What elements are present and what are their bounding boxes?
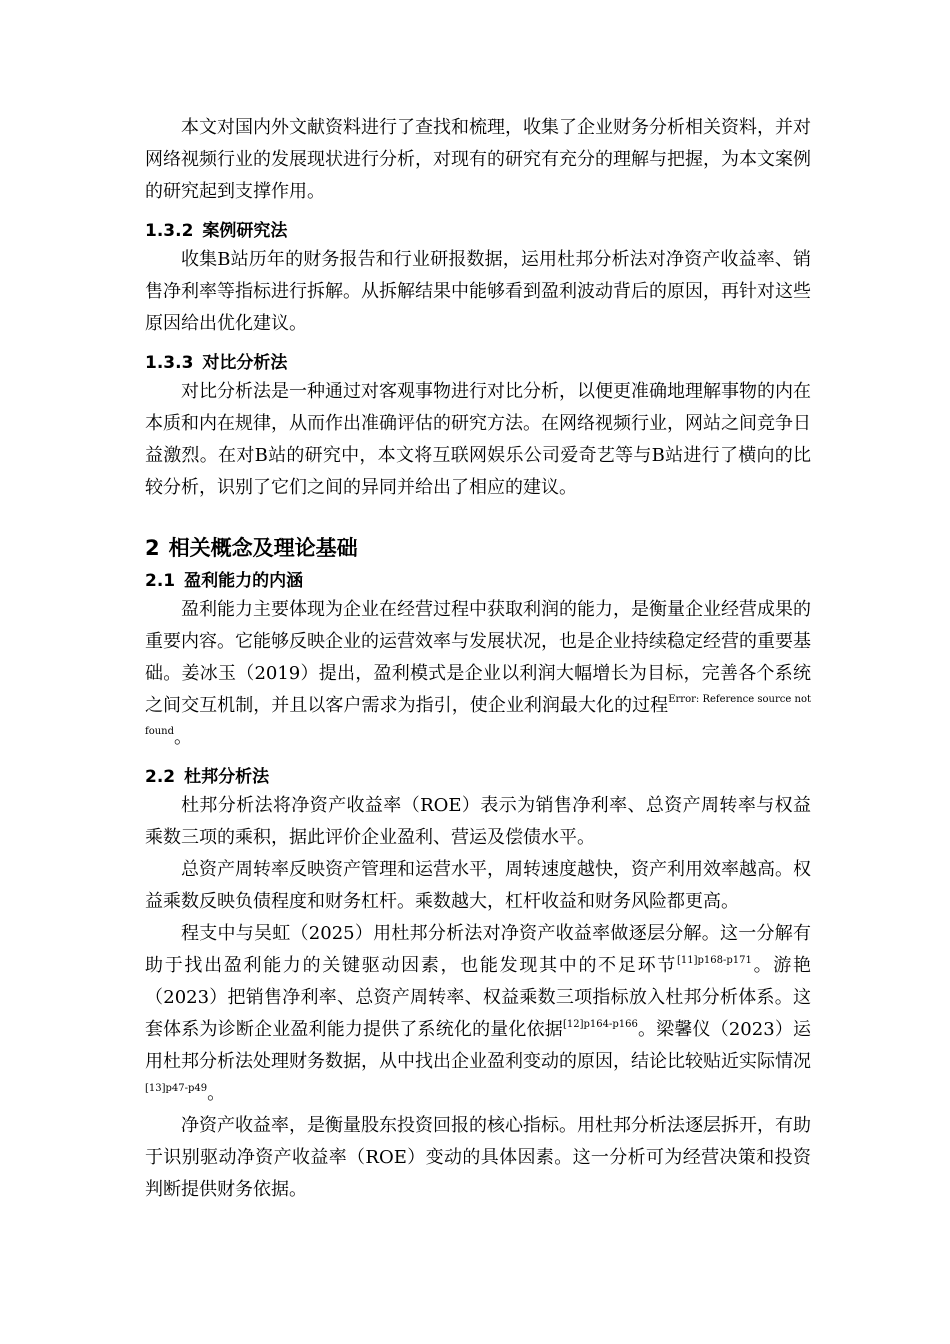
section-heading-1-3-2 <box>145 218 811 244</box>
citation-12: [12]p164-p166 <box>562 1019 638 1030</box>
case-study-paragraph: 收集B站历年的财务报告和行业研报数据，运用杜邦分析法对净资产收益率、销售净利率等指标进行拆解。从拆解结果中能够看到盈利波动背后的原因，再针对这些原因给出优化建议。 <box>145 249 811 334</box>
section-title: 案例研究法 <box>202 221 288 241</box>
profitability-paragraph <box>145 594 811 754</box>
section-heading-2-2 <box>145 764 811 790</box>
page-content <box>145 112 811 1206</box>
section-heading-2-1 <box>145 568 811 594</box>
intro-paragraph: 本文对国内外文献资料进行了查找和梳理，收集了企业财务分析相关资料，并对网络视频行业的发展现状进行分析，对现有的研究有充分的理解与把握，为本文案例的研究起到支撑作用。 <box>145 117 811 202</box>
section-title: 杜邦分析法 <box>184 767 270 787</box>
section-title: 对比分析法 <box>202 353 288 373</box>
chapter-title: 相关概念及理论基础 <box>168 536 358 560</box>
paragraph-end: 。 <box>174 727 193 748</box>
chapter-number: 2 <box>145 536 160 560</box>
reference-error-note: Error: Reference source not found <box>145 694 811 737</box>
citation-11: [11]p168-p171 <box>677 955 752 966</box>
section-number: 2.2 <box>145 767 176 787</box>
paragraph-text: 。游艳（2023）把销售净利率、总资产周转率、权益乘数三项指标放入杜邦分析体系。这套体系为诊断企业盈利能力提供了系统化的量化依据 <box>145 955 812 1040</box>
paragraph-text: 程支中与吴虹（2025）用杜邦分析法对净资产收益率做逐层分解。这一分解有助于找出盈利能力的关键驱动因素，也能发现其中的不足环节 <box>145 923 811 976</box>
paragraph-text: 。梁馨仪（2023）运用杜邦分析法处理财务数据，从中找出企业盈利变动的原因，结论比较贴近实际情况 <box>145 1019 812 1072</box>
section-heading-1-3-3 <box>145 350 811 376</box>
section-number: 2.1 <box>145 571 176 591</box>
dupont-paragraph-2: 总资产周转率反映资产管理和运营水平，周转速度越快，资产利用效率越高。权益乘数反映负债程度和财务杠杆。乘数越大，杠杆收益和财务风险都更高。 <box>145 859 811 912</box>
comparative-analysis-paragraph: 对比分析法是一种通过对客观事物进行对比分析，以便更准确地理解事物的内在本质和内在规律，从而作出准确评估的研究方法。在网络视频行业，网站之间竞争日益激烈。在对B站的研究中，本文将互联网娱乐公司爱奇艺等与B站进行了横向的比较分析，识别了它们之间的异同并给出了相应的建议。 <box>145 381 811 498</box>
dupont-paragraph-4: 净资产收益率，是衡量股东投资回报的核心指标。用杜邦分析法逐层拆开，有助于识别驱动净资产收益率（ROE）变动的具体因素。这一分析可为经营决策和投资判断提供财务依据。 <box>145 1115 811 1200</box>
paragraph-text: 盈利能力主要体现为企业在经营过程中获取利润的能力，是衡量企业经营成果的重要内容。它能够反映企业的运营效率与发展状况，也是企业持续稳定经营的重要基础。姜冰玉（2019）提出，盈利模式是企业以利润大幅增长为目标，完善各个系统之间交互机制，并且以客户需求为指引，使企业利润最大化的过程 <box>145 599 811 716</box>
citation-13: [13]p47-p49 <box>145 1083 208 1094</box>
section-number: 1.3.2 <box>145 221 194 241</box>
dupont-paragraph-1: 杜邦分析法将净资产收益率（ROE）表示为销售净利率、总资产周转率与权益乘数三项的乘积，据此评价企业盈利、营运及偿债水平。 <box>145 795 811 848</box>
section-title: 盈利能力的内涵 <box>184 571 304 591</box>
section-number: 1.3.3 <box>145 353 194 373</box>
paragraph-end: 。 <box>207 1083 226 1104</box>
dupont-paragraph-3 <box>145 918 811 1110</box>
chapter-heading-2 <box>145 532 811 564</box>
